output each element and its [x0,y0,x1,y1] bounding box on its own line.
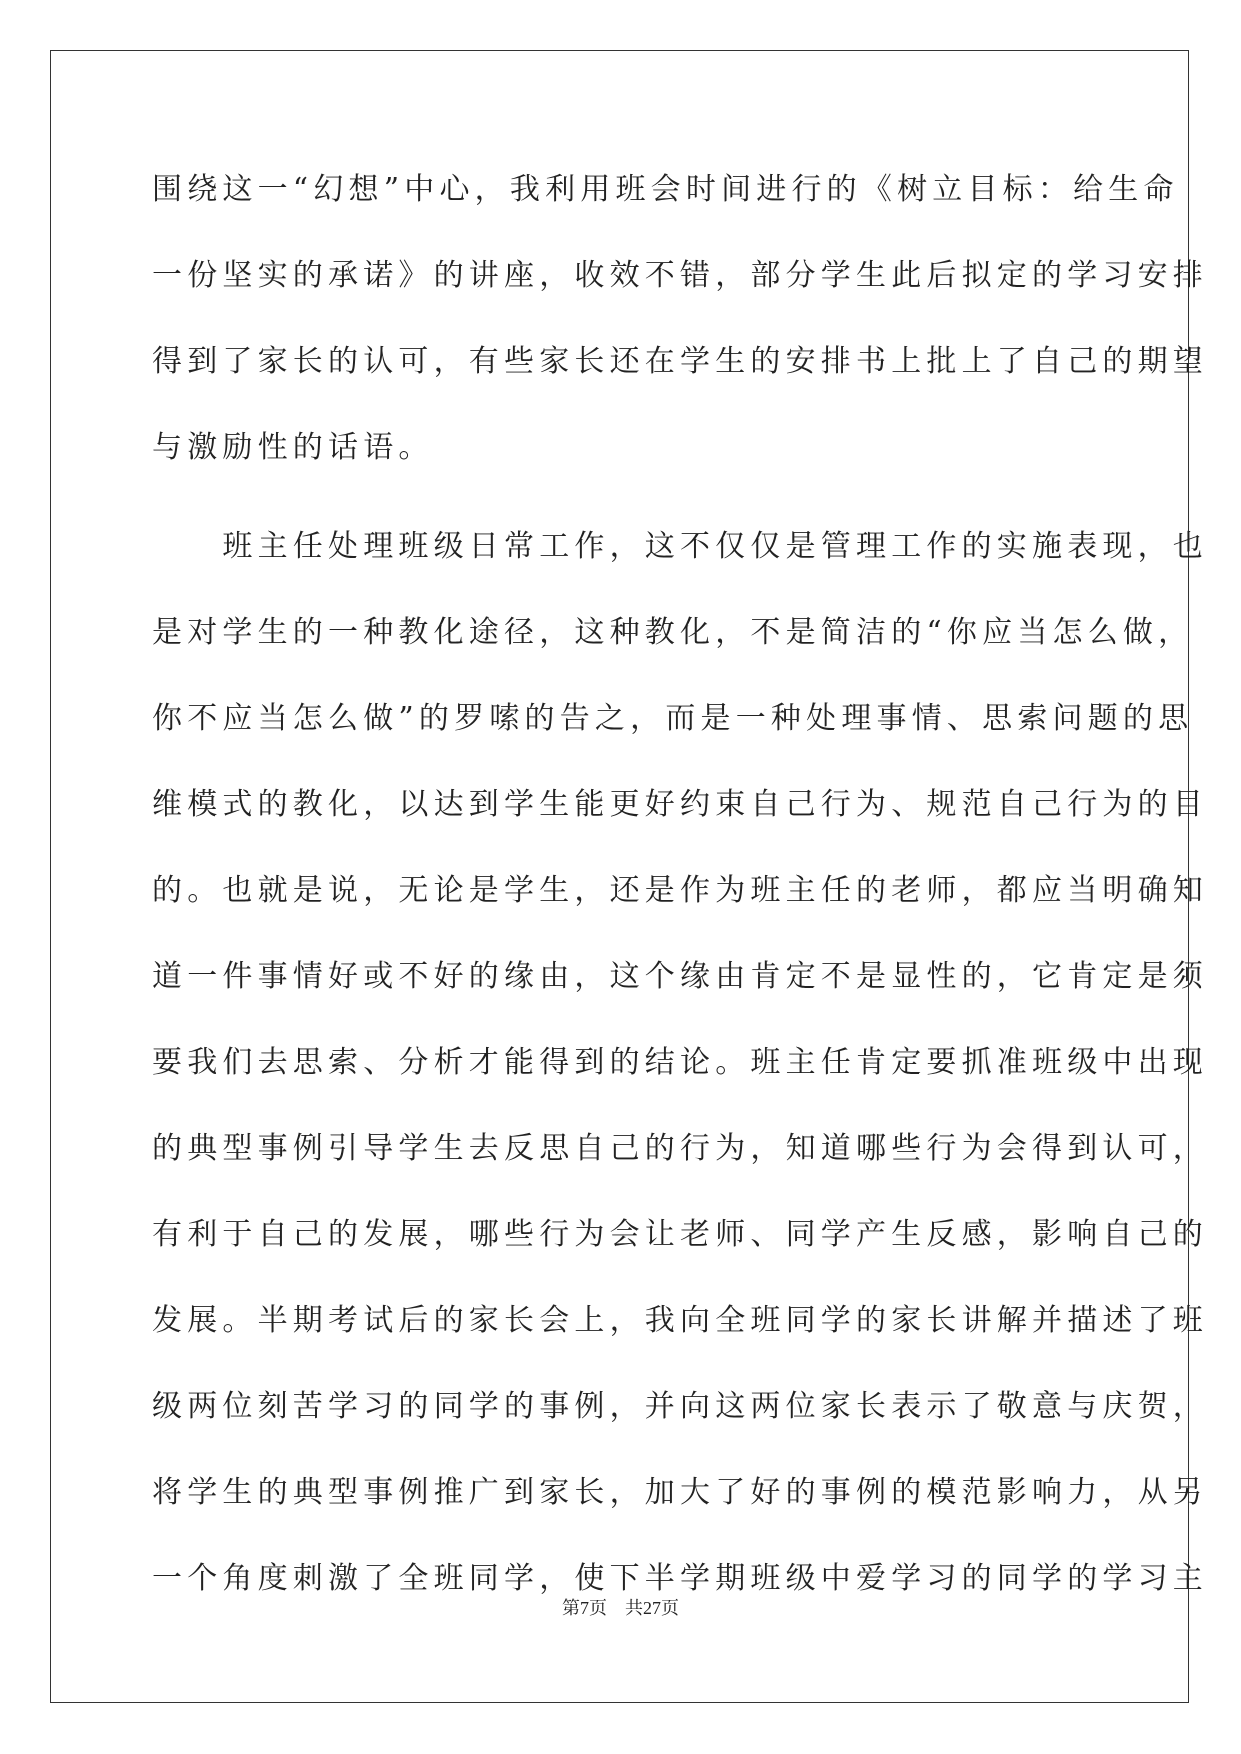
text-line: 的典型事例引导学生去反思自己的行为，知道哪些行为会得到认可， [152,1131,1208,1166]
page-number: 第7页 [562,1598,607,1618]
page-footer [0,1594,1241,1620]
text-line: 要我们去思索、分析才能得到的结论。班主任肯定要抓准班级中出现 [152,1045,1208,1080]
text-line: 班主任处理班级日常工作，这不仅仅是管理工作的实施表现，也 [152,529,1208,564]
text-line: 维模式的教化，以达到学生能更好约束自己行为、规范自己行为的目 [152,787,1208,822]
text-line: 是对学生的一种教化途径，这种教化，不是简洁的“你应当怎么做， [152,615,1194,650]
text-line: 得到了家长的认可，有些家长还在学生的安排书上批上了自己的期望 [152,344,1208,379]
text-line: 一个角度刺激了全班同学，使下半学期班级中爱学习的同学的学习主 [152,1561,1208,1596]
text-line: 围绕这一“幻想”中心，我利用班会时间进行的《树立目标：给生命 [152,172,1179,207]
text-line: 级两位刻苦学习的同学的事例，并向这两位家长表示了敬意与庆贺， [152,1389,1208,1424]
text-line: 与激励性的话语。 [152,430,434,465]
text-line: 道一件事情好或不好的缘由，这个缘由肯定不是显性的，它肯定是须 [152,959,1208,994]
text-line: 的。也就是说，无论是学生，还是作为班主任的老师，都应当明确知 [152,873,1208,908]
page-total: 共27页 [625,1598,679,1618]
text-line: 你不应当怎么做”的罗嗦的告之，而是一种处理事情、思索问题的思 [152,701,1194,736]
text-line: 有利于自己的发展，哪些行为会让老师、同学产生反感，影响自己的 [152,1217,1208,1252]
text-line: 一份坚实的承诺》的讲座，收效不错，部分学生此后拟定的学习安排 [152,258,1208,293]
text-line: 将学生的典型事例推广到家长，加大了好的事例的模范影响力，从另 [152,1475,1208,1510]
body-text [152,160,1208,1635]
text-line: 发展。半期考试后的家长会上，我向全班同学的家长讲解并描述了班 [152,1303,1208,1338]
